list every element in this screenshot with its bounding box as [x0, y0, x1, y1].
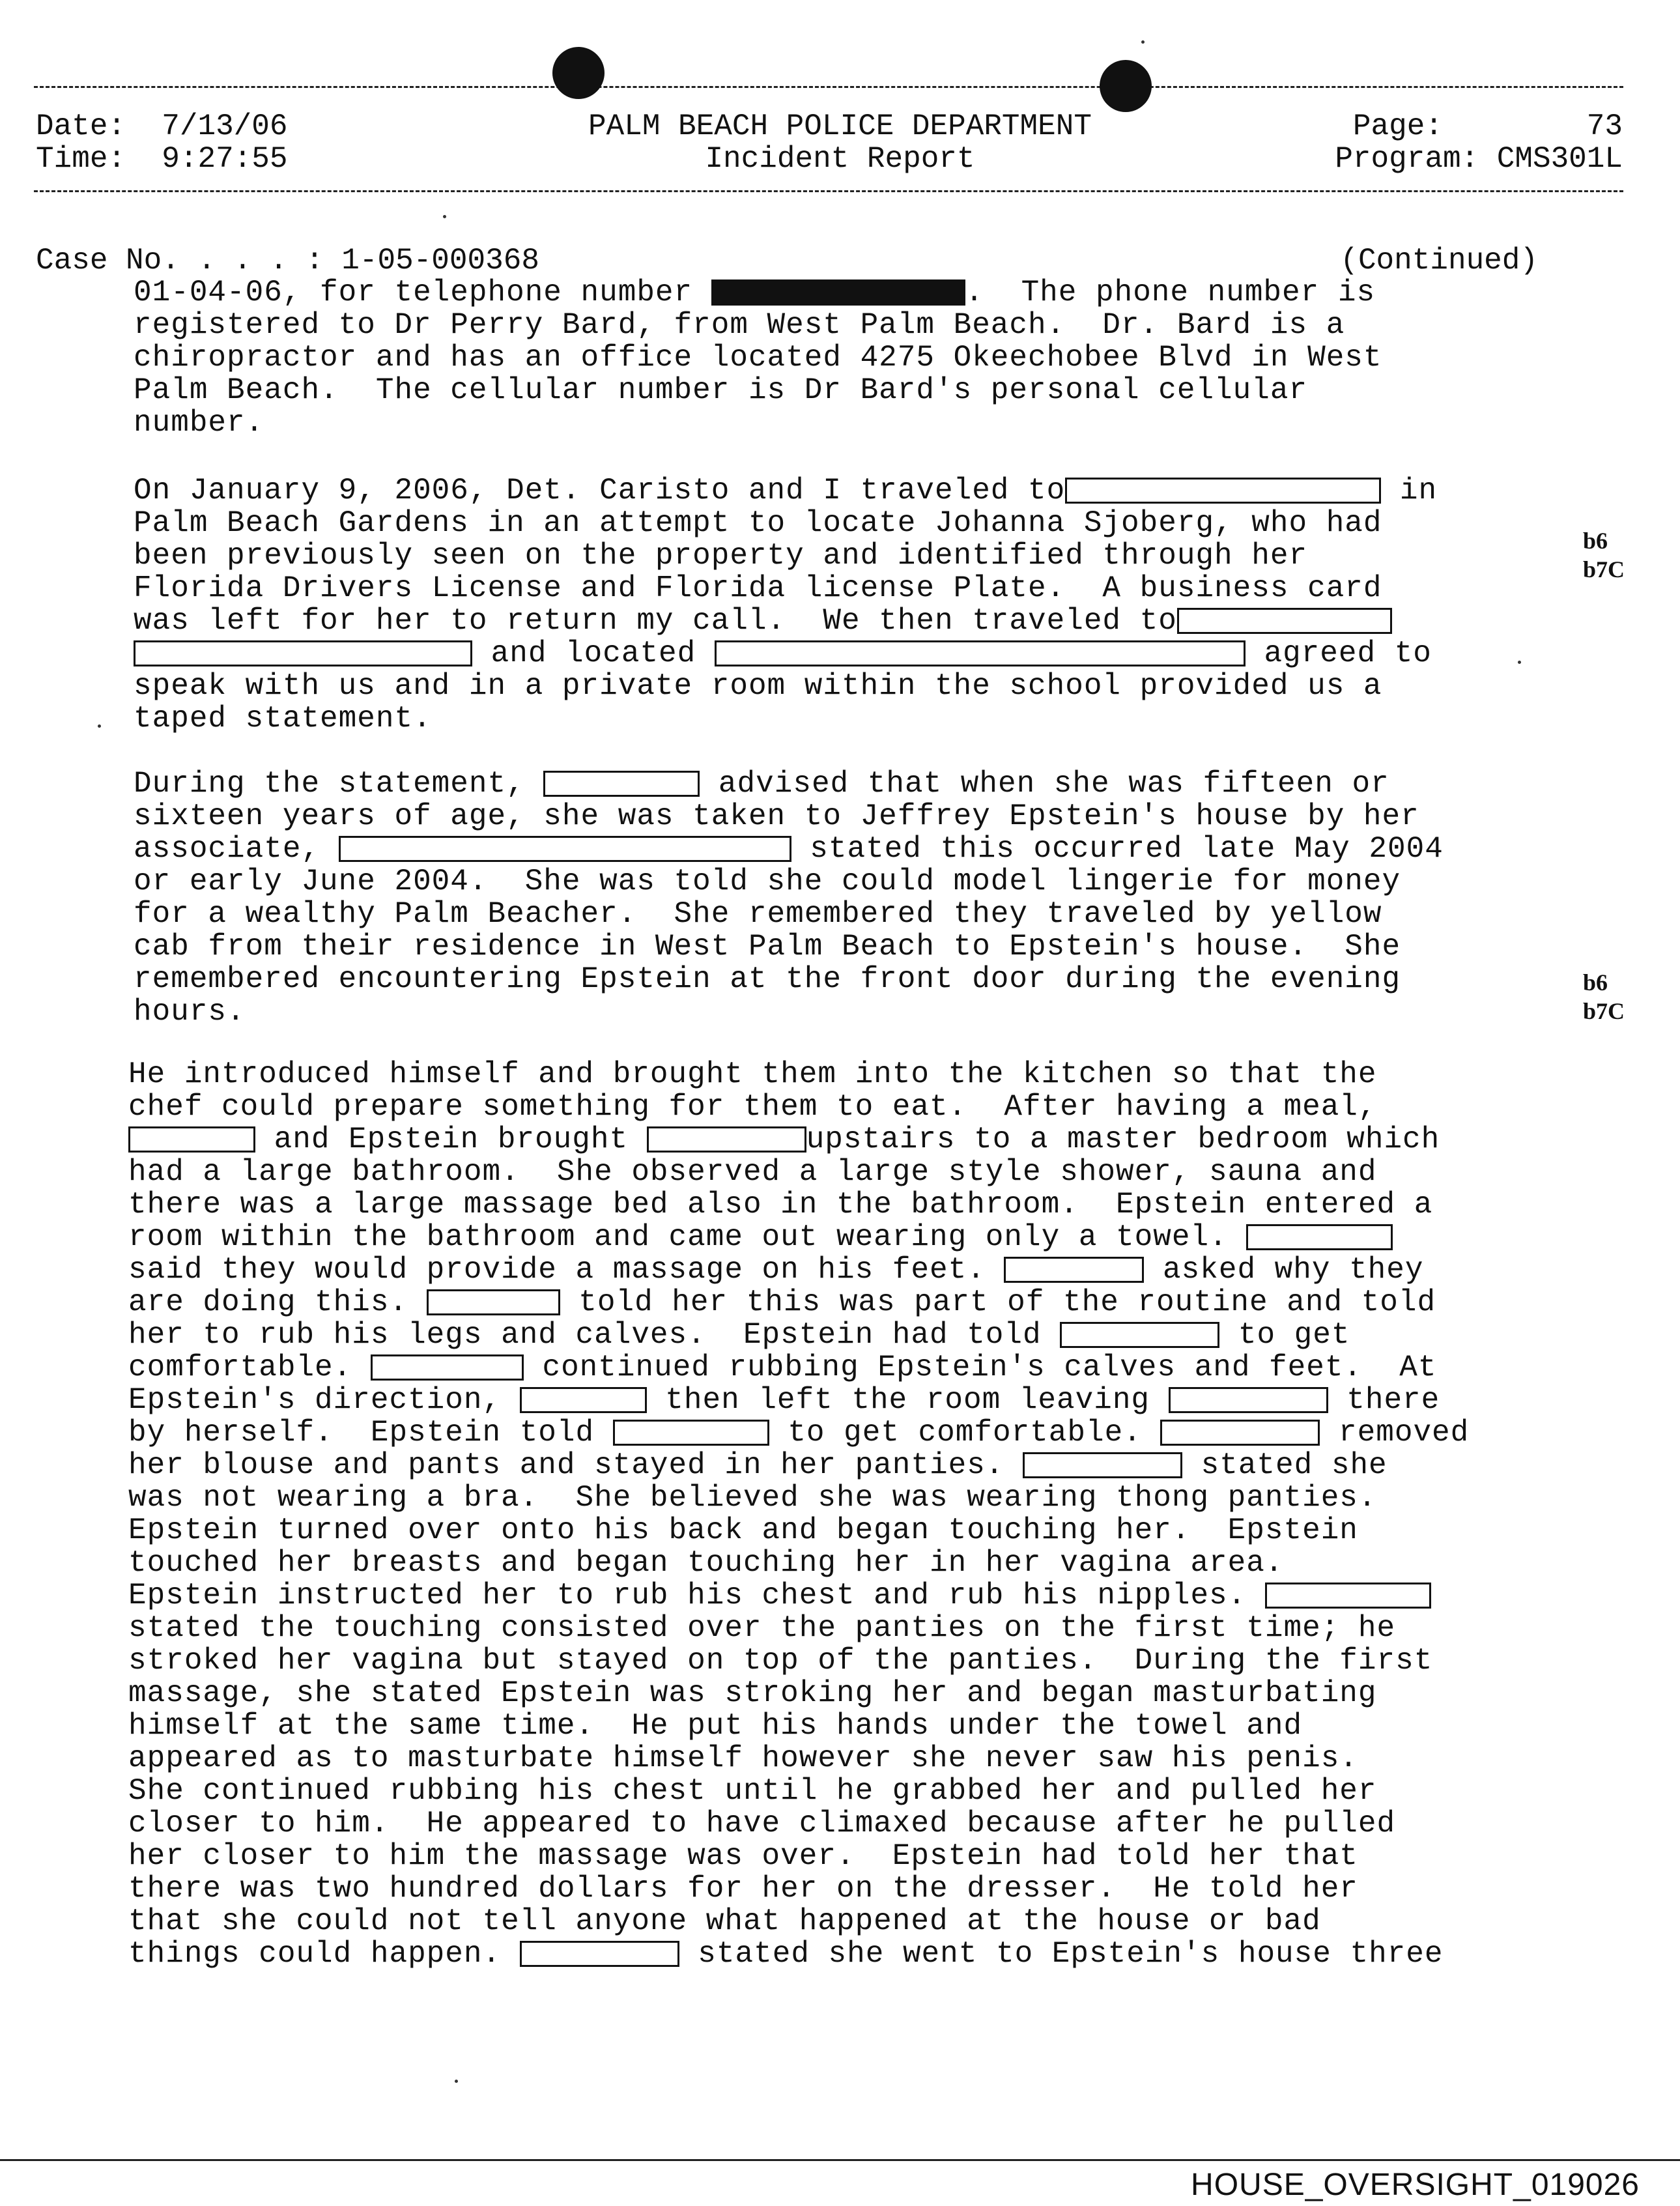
line-text: then left the room leaving [646, 1383, 1169, 1417]
line-text: and Epstein brought [255, 1123, 647, 1156]
line-text: taped statement. [134, 702, 432, 736]
exemption-code: b6 [1582, 969, 1608, 996]
redaction-box [1265, 1583, 1431, 1609]
line-text: Epstein's direction, [128, 1383, 520, 1417]
redaction-box [543, 771, 700, 797]
line-text: Epstein turned over onto his back and began touching her. Epstein [128, 1513, 1358, 1547]
line-text: was left for her to return my call. We then traveled to [134, 604, 1177, 638]
report-line [128, 1416, 1469, 1449]
line-text: asked why they [1144, 1253, 1424, 1287]
exemption-code: b7C [1582, 556, 1625, 582]
line-text: hours. [134, 995, 246, 1029]
line-text: to get comfortable. [769, 1416, 1161, 1450]
report-line [134, 309, 1382, 341]
line-text: there was two hundred dollars for her on the dresser. He told her [128, 1872, 1358, 1906]
program-code: CMS301L [1496, 142, 1623, 176]
redaction-box [134, 640, 472, 666]
report-line [128, 1579, 1469, 1612]
line-text: stated she went to Epstein's house three [679, 1937, 1444, 1971]
report-line [128, 1188, 1469, 1221]
report-line [128, 1514, 1469, 1547]
redaction-box [520, 1941, 679, 1967]
redaction-box [1004, 1257, 1144, 1283]
line-text: room within the bathroom and came out wearing only a towel. [128, 1220, 1247, 1254]
exemption-codes-2 [1583, 968, 1625, 1025]
header-top-rule [34, 86, 1623, 88]
line-text: was not wearing a bra. She believed she was wearing thong panties. [128, 1481, 1377, 1515]
report-line [134, 474, 1437, 507]
line-text: there was a large massage bed also in the bathroom. Epstein entered a [128, 1188, 1433, 1222]
report-line [128, 1253, 1469, 1286]
report-line [134, 767, 1444, 800]
line-text: continued rubbing Epstein's calves and feet. At [523, 1351, 1437, 1384]
line-text: During the statement, [134, 767, 544, 801]
report-line [134, 930, 1444, 963]
line-text: touched her breasts and began touching her in her vagina area. [128, 1546, 1284, 1580]
line-text: said they would provide a massage on his feet. [128, 1253, 1004, 1287]
line-text: stroked her vagina but stayed on top of the panties. During the first [128, 1644, 1433, 1678]
redaction-black-bar [711, 279, 965, 306]
line-text: stated she [1182, 1448, 1388, 1482]
line-text: stated the touching consisted over the panties on the first time; he [128, 1611, 1396, 1645]
report-type: Incident Report [705, 142, 975, 176]
line-text: by herself. Epstein told [128, 1416, 613, 1450]
line-text: number. [134, 406, 264, 440]
redaction-box [1023, 1452, 1182, 1478]
line-text: Palm Beach Gardens in an attempt to locate Johanna Sjoberg, who had [134, 506, 1382, 540]
page-number: 73 [1586, 109, 1623, 143]
redaction-box [339, 836, 791, 862]
report-line [128, 1091, 1469, 1123]
redaction-box [1060, 1322, 1219, 1348]
line-text: himself at the same time. He put his hands under the towel and [128, 1709, 1303, 1743]
report-line [134, 374, 1382, 407]
line-text: massage, she stated Epstein was stroking her and began masturbating [128, 1676, 1377, 1710]
report-line [134, 637, 1437, 670]
report-line [134, 539, 1437, 572]
report-line [134, 276, 1382, 309]
line-text: to get [1219, 1318, 1350, 1352]
report-line [128, 1156, 1469, 1188]
report-line [134, 702, 1437, 735]
scan-speck [1518, 661, 1521, 664]
report-line [128, 1612, 1469, 1644]
case-number-line [36, 244, 539, 278]
line-text: On January 9, 2006, Det. Caristo and I traveled to [134, 474, 1066, 508]
redaction-box [128, 1126, 255, 1153]
continued-marker: (Continued) [1340, 244, 1538, 278]
report-line [128, 1319, 1469, 1351]
report-line [134, 507, 1437, 539]
report-line [128, 1710, 1469, 1742]
line-text: stated this occurred late May 2004 [791, 832, 1444, 866]
report-line [128, 1221, 1469, 1253]
line-text: removed [1320, 1416, 1470, 1450]
paragraph-statement [134, 767, 1444, 1028]
scan-speck [455, 2080, 458, 2083]
line-text: registered to Dr Perry Bard, from West Palm Beach. Dr. Bard is a [134, 308, 1345, 342]
report-line [134, 833, 1444, 865]
program-line [1335, 142, 1623, 176]
redaction-box [427, 1289, 560, 1315]
redaction-box [1169, 1387, 1328, 1413]
redaction-box [1246, 1224, 1393, 1250]
report-line [128, 1058, 1469, 1091]
line-text: told her this was part of the routine and told [560, 1285, 1436, 1319]
header-bottom-rule [34, 190, 1623, 192]
case-number: 1-05-000368 [341, 244, 539, 278]
report-line [128, 1905, 1469, 1938]
line-text: there [1328, 1383, 1440, 1417]
footer-rule [0, 2159, 1680, 2161]
line-text: Epstein instructed her to rub his chest and rub his nipples. [128, 1579, 1265, 1612]
line-text: for a wealthy Palm Beacher. She remembered they traveled by yellow [134, 897, 1382, 931]
department-name: PALM BEACH POLICE DEPARTMENT [588, 109, 1092, 143]
line-text: comfortable. [128, 1351, 371, 1384]
line-text: advised that when she was fifteen or [700, 767, 1389, 801]
line-text: and located [472, 637, 715, 670]
scan-speck [98, 724, 101, 728]
line-text: upstairs to a master bedroom which [806, 1123, 1440, 1156]
report-line [134, 572, 1437, 605]
line-text: her to rub his legs and calves. Epstein had told [128, 1318, 1061, 1352]
report-line [134, 605, 1437, 637]
report-line [128, 1384, 1469, 1416]
date-label: Date: [36, 109, 126, 143]
exemption-codes-1 [1583, 526, 1625, 584]
line-text: agreed to [1245, 637, 1432, 670]
punch-hole-left [552, 47, 605, 99]
redaction-box [520, 1387, 647, 1413]
scan-speck [1141, 40, 1145, 44]
line-text: Palm Beach. The cellular number is Dr Bard's personal cellular [134, 373, 1308, 407]
paragraph-jan-9-visit [134, 474, 1437, 735]
line-text: speak with us and in a private room within the school provided us a [134, 669, 1382, 703]
report-line [134, 407, 1382, 439]
punch-hole-right [1100, 60, 1152, 112]
report-line [128, 1351, 1469, 1384]
line-text: closer to him. He appeared to have climaxed because after he pulled [128, 1807, 1396, 1841]
line-text: are doing this. [128, 1285, 427, 1319]
report-line [128, 1482, 1469, 1514]
report-line [128, 1286, 1469, 1319]
time-label: Time: [36, 142, 126, 176]
report-line [128, 1449, 1469, 1482]
bates-number: HOUSE_OVERSIGHT_019026 [1191, 2168, 1640, 2202]
program-label: Program: [1335, 142, 1479, 176]
line-text: things could happen. [128, 1937, 520, 1971]
page-line [1353, 109, 1623, 143]
line-text: had a large bathroom. She observed a large style shower, sauna and [128, 1155, 1377, 1189]
exemption-code: b7C [1582, 998, 1625, 1024]
redaction-box [1177, 608, 1392, 634]
report-line [134, 898, 1444, 930]
line-text: appeared as to masturbate himself however she never saw his penis. [128, 1741, 1358, 1775]
report-line [128, 1677, 1469, 1710]
line-text: cab from their residence in West Palm Beach to Epstein's house. She [134, 930, 1401, 964]
report-line [134, 670, 1437, 702]
line-text: been previously seen on the property and identified through her [134, 539, 1308, 573]
line-text: that she could not tell anyone what happened at the house or bad [128, 1904, 1321, 1938]
case-label: Case No. . . . : [36, 244, 324, 278]
line-text: Florida Drivers License and Florida license Plate. A business card [134, 571, 1382, 605]
exemption-code: b6 [1582, 528, 1608, 554]
report-line [128, 1872, 1469, 1905]
paragraph-incident-account [128, 1058, 1469, 1970]
report-line [134, 341, 1382, 374]
paragraph-phone-registration [134, 276, 1382, 439]
redaction-box [647, 1126, 806, 1153]
report-line [128, 1840, 1469, 1872]
report-line [134, 865, 1444, 898]
scan-speck [443, 215, 446, 218]
redaction-box [613, 1420, 769, 1446]
time-value: 9:27:55 [162, 142, 288, 176]
report-line [128, 1938, 1469, 1970]
report-line [128, 1807, 1469, 1840]
redaction-box [1065, 478, 1381, 504]
line-text: remembered encountering Epstein at the front door during the evening [134, 962, 1401, 996]
date-value: 7/13/06 [162, 109, 288, 143]
page-label: Page: [1352, 109, 1443, 143]
line-text: in [1381, 474, 1438, 508]
line-text: sixteen years of age, she was taken to Jeffrey Epstein's house by her [134, 799, 1419, 833]
report-line [128, 1742, 1469, 1775]
line-text: . The phone number is [965, 276, 1376, 309]
report-line [134, 963, 1444, 996]
report-line [128, 1123, 1469, 1156]
redaction-box [371, 1354, 524, 1381]
line-text: associate, [134, 832, 339, 866]
line-text: her blouse and pants and stayed in her panties. [128, 1448, 1023, 1482]
line-text: He introduced himself and brought them into the kitchen so that the [128, 1057, 1377, 1091]
line-text: or early June 2004. She was told she could model lingerie for money [134, 865, 1401, 898]
line-text: chef could prepare something for them to eat. After having a meal, [128, 1090, 1377, 1124]
line-text: 01-04-06, for telephone number [134, 276, 711, 309]
report-line [134, 800, 1444, 833]
line-text: her closer to him the massage was over. Epstein had told her that [128, 1839, 1358, 1873]
report-line [128, 1644, 1469, 1677]
line-text: chiropractor and has an office located 4275 Okeechobee Blvd in West [134, 341, 1382, 375]
report-line [128, 1775, 1469, 1807]
redaction-box [715, 640, 1246, 666]
redaction-box [1160, 1420, 1320, 1446]
report-line [128, 1547, 1469, 1579]
line-text: She continued rubbing his chest until he grabbed her and pulled her [128, 1774, 1377, 1808]
report-line [134, 996, 1444, 1028]
